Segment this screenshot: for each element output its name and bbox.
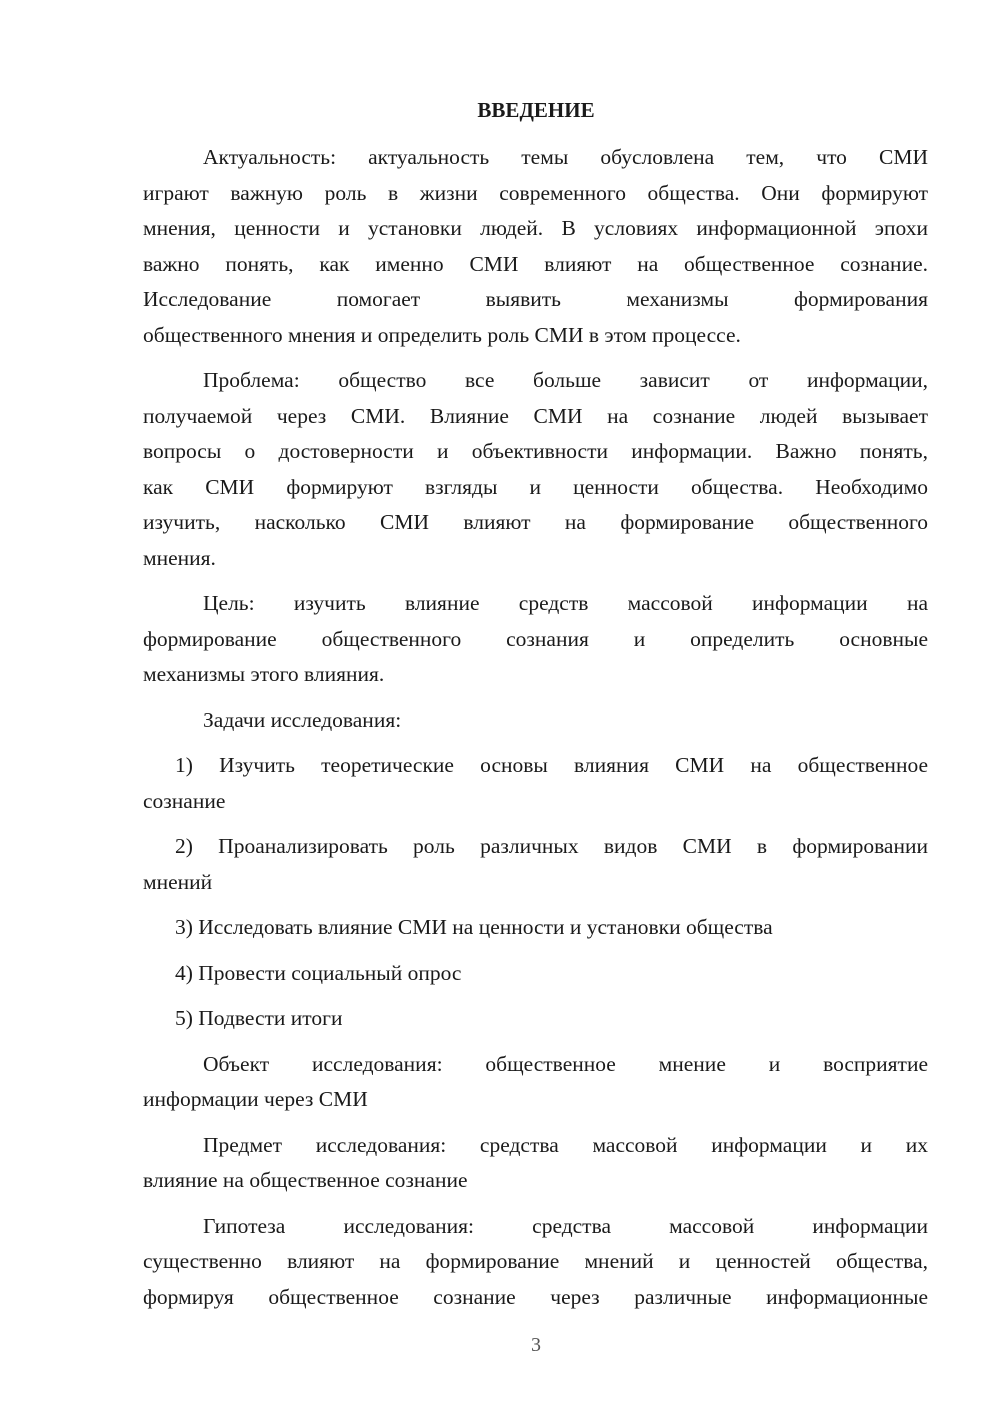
text-line: 3) Исследовать влияние СМИ на ценности и установки общества — [175, 915, 773, 939]
text-line: существенно влияют на формирование мнений и ценностей общества, — [143, 1249, 928, 1273]
text-line: изучить, насколько СМИ влияют на формирование общественного — [143, 510, 928, 534]
text-line: формирование общественного сознания и определить основные — [143, 626, 928, 651]
text-line: играют важную роль в жизни современного общества. Они формируют — [143, 180, 928, 205]
text-line: 4) Провести социальный опрос — [175, 960, 462, 985]
text-line: получаемой через СМИ. Влияние СМИ на сознание людей вызывает — [143, 403, 928, 428]
paragraph — [143, 140, 928, 353]
text-line: Исследование помогает выявить механизмы формирования — [143, 287, 928, 311]
text-line: вопросы о достоверности и объективности информации. Важно понять, — [143, 439, 928, 463]
document-body — [143, 140, 928, 1325]
paragraph — [143, 703, 928, 739]
paragraph — [143, 363, 928, 576]
text-line: Проблема: общество все больше зависит от информации, — [203, 368, 928, 392]
text-line: мнения. — [143, 545, 216, 570]
text-line: как СМИ формируют взгляды и ценности общества. Необходимо — [143, 474, 928, 499]
paragraph — [143, 1047, 928, 1118]
text-line: общественного мнения и определить роль СМИ в этом процессе. — [143, 322, 741, 347]
text-line: Актуальность: актуальность темы обусловлена тем, что СМИ — [203, 145, 928, 169]
text-line: мнений — [143, 869, 213, 894]
text-line: мнения, ценности и установки людей. В условиях информационной эпохи — [143, 216, 928, 240]
paragraph — [143, 1209, 928, 1316]
text-line: Предмет исследования: средства массовой информации и их — [203, 1132, 928, 1157]
text-line: сознание — [143, 788, 226, 813]
paragraph — [143, 1128, 928, 1199]
text-line: влияние на общественное сознание — [143, 1168, 468, 1192]
list-item — [143, 829, 928, 900]
text-line: 1) Изучить теоретические основы влияния СМИ на общественное — [175, 753, 928, 777]
text-line: информации через СМИ — [143, 1087, 368, 1111]
list-item — [143, 956, 928, 992]
text-line: 2) Проанализировать роль различных видов СМИ в формировании — [175, 834, 928, 858]
text-line: формируя общественное сознание через различные информационные — [143, 1284, 928, 1309]
text-line: Объект исследования: общественное мнение и восприятие — [203, 1051, 928, 1076]
page-title: ВВЕДЕНИЕ — [477, 98, 595, 122]
list-item — [143, 1001, 928, 1037]
text-line: Задачи исследования: — [203, 707, 402, 732]
paragraph — [143, 586, 928, 693]
list-item — [143, 748, 928, 819]
text-line: 5) Подвести итоги — [175, 1006, 343, 1030]
text-line: механизмы этого влияния. — [143, 662, 385, 686]
text-line: Цель: изучить влияние средств массовой информации на — [203, 591, 928, 615]
text-line: важно понять, как именно СМИ влияют на общественное сознание. — [143, 251, 928, 276]
page-number: 3 — [531, 1334, 541, 1356]
list-item — [143, 910, 928, 946]
text-line: Гипотеза исследования: средства массовой информации — [203, 1213, 928, 1238]
